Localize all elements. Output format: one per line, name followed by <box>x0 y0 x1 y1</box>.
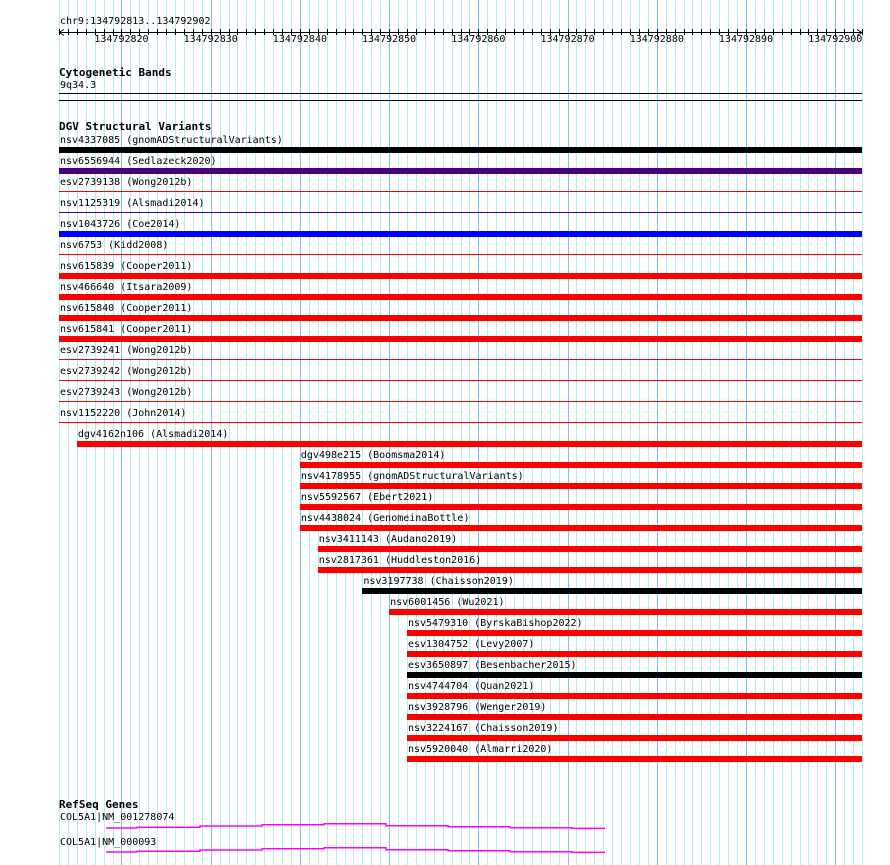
ruler-tick-label: 134792820 <box>94 34 149 45</box>
ruler-tick-label: 134792880 <box>629 34 684 45</box>
variant-label[interactable]: nsv1125319 (Alsmadi2014) <box>60 198 205 209</box>
variant-label[interactable]: nsv2817361 (Huddleston2016) <box>318 555 482 566</box>
variant-label[interactable]: esv2739241 (Wong2012b) <box>60 345 193 356</box>
ruler-tick-label: 134792830 <box>183 34 238 45</box>
transcript-line[interactable] <box>106 848 605 853</box>
variant-label[interactable]: nsv615841 (Cooper2011) <box>60 324 193 335</box>
variant-label[interactable]: nsv6001456 (Wu2021) <box>390 597 505 608</box>
variant-label[interactable]: nsv3411143 (Audano2019) <box>318 534 458 545</box>
ruler-tick-label: 134792900 <box>808 34 863 45</box>
variant-label[interactable]: nsv4438024 (GenomeinaBottle) <box>300 513 470 524</box>
variant-label[interactable]: esv2739242 (Wong2012b) <box>60 366 193 377</box>
variant-label[interactable]: nsv615839 (Cooper2011) <box>60 261 193 272</box>
variant-label[interactable]: dgv4162n106 (Alsmadi2014) <box>77 429 229 440</box>
refseq-track-title[interactable]: RefSeq Genes <box>59 798 139 811</box>
variant-label[interactable]: nsv6753 (Kidd2008) <box>60 240 169 251</box>
variant-label[interactable]: nsv4337085 (gnomADStructuralVariants) <box>60 135 283 146</box>
ruler-tick-label: 134792850 <box>362 34 417 45</box>
variant-label[interactable]: nsv466640 (Itsara2009) <box>60 282 193 293</box>
variant-label[interactable]: esv2739138 (Wong2012b) <box>60 177 193 188</box>
variant-label[interactable]: nsv3928796 (Wenger2019) <box>407 702 547 713</box>
variant-label[interactable]: nsv3224167 (Chaisson2019) <box>407 723 559 734</box>
dgv-track-title[interactable]: DGV Structural Variants <box>59 120 212 133</box>
variant-label[interactable]: nsv4744704 (Quan2021) <box>407 681 535 692</box>
variant-label[interactable]: esv1304752 (Levy2007) <box>407 639 535 650</box>
cytoband-label: 9q34.3 <box>60 80 97 91</box>
transcript-line[interactable] <box>106 824 605 829</box>
variant-label[interactable]: esv3650897 (Besenbacher2015) <box>407 660 577 671</box>
variant-label[interactable]: nsv1043726 (Coe2014) <box>60 219 181 230</box>
ruler-tick-label: 134792870 <box>540 34 595 45</box>
cytoband-track-title[interactable]: Cytogenetic Bands <box>59 66 172 79</box>
ruler-tick-label: 134792890 <box>718 34 774 45</box>
transcript-label[interactable]: COL5A1|NM_000093 <box>60 837 157 848</box>
variant-label[interactable]: nsv3197738 (Chaisson2019) <box>363 576 514 587</box>
variant-label[interactable]: nsv615840 (Cooper2011) <box>60 303 193 314</box>
variant-label[interactable]: nsv5479310 (ByrskaBishop2022) <box>407 618 583 629</box>
variant-label[interactable]: nsv4178955 (gnomADStructuralVariants) <box>300 471 524 482</box>
variant-label[interactable]: nsv5920040 (Almarri2020) <box>407 744 553 755</box>
location-label: chr9:134792813..134792902 <box>60 16 211 27</box>
variant-label[interactable]: nsv1152220 (John2014) <box>60 408 187 419</box>
ruler-tick-label: 134792840 <box>272 34 327 45</box>
transcript-label[interactable]: COL5A1|NM_001278074 <box>60 812 175 823</box>
variant-label[interactable]: esv2739243 (Wong2012b) <box>60 387 193 398</box>
variant-label[interactable]: nsv6556944 (Sedlazeck2020) <box>60 156 217 167</box>
variant-label[interactable]: dgv498e215 (Boomsma2014) <box>300 450 446 461</box>
ruler-tick-label: 134792860 <box>451 34 506 45</box>
variant-label[interactable]: nsv5592567 (Ebert2021) <box>300 492 434 503</box>
